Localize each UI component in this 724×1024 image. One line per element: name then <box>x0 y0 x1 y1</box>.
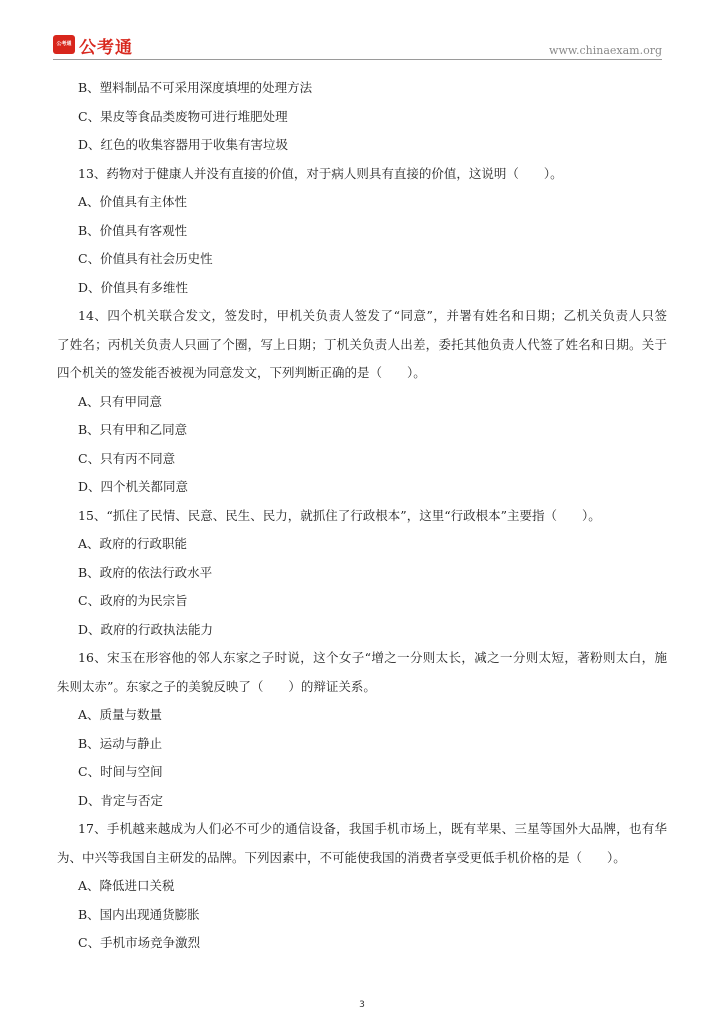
question-17-stem-line-1: 17、手机越来越成为人们必不可少的通信设备，我国手机市场上，既有苹果、三星等国外大品牌，也有华 <box>78 821 667 836</box>
question-16-stem-line-1: 16、宋玉在形容他的邻人东家之子时说，这个女子“增之一分则太长，减之一分则太短，著粉则太白，施 <box>78 650 667 665</box>
question-13-option-b: B、价值具有客观性 <box>78 222 188 238</box>
header-divider <box>53 59 662 60</box>
question-15-option-a: A、政府的行政职能 <box>78 536 188 551</box>
question-16-option-c: C、时间与空间 <box>78 764 163 779</box>
question-14-option-d: D、四个机关都同意 <box>78 479 189 494</box>
question-14-stem-line-3: 四个机关的签发能否被视为同意发文，下列判断正确的是（ ）。 <box>57 365 426 380</box>
logo-text: 公考通 <box>79 38 133 58</box>
question-14-stem-line-2: 了姓名；丙机关负责人只画了个圈，写上日期；丁机关负责人出差，委托其他负责人代签了姓名和日期。关于 <box>57 336 667 352</box>
question-14-stem-line-1: 14、四个机关联合发文，签发时，甲机关负责人签发了“同意”，并署有姓名和日期；乙机关负责人只签 <box>78 308 667 323</box>
question-13-option-a: A、价值具有主体性 <box>78 194 188 209</box>
question-16-stem-line-2: 朱则太赤”。东家之子的美貌反映了（ ）的辩证关系。 <box>57 678 376 694</box>
question-16-option-d: D、肯定与否定 <box>78 792 164 808</box>
question-14-option-c: C、只有丙不同意 <box>78 450 176 466</box>
question-17-option-a: A、降低进口关税 <box>78 878 175 893</box>
question-13-option-c: C、价值具有社会历史性 <box>78 251 213 266</box>
page-header <box>0 0 724 62</box>
question-16-option-b: B、运动与静止 <box>78 735 163 751</box>
question-14-option-b: B、只有甲和乙同意 <box>78 422 188 437</box>
question-13-option-d: D、价值具有多维性 <box>78 279 189 295</box>
option-line: B、塑料制品不可采用深度填埋的处理方法 <box>78 80 313 95</box>
site-url: www.chinaexam.org <box>549 44 662 57</box>
question-15-stem: 15、“抓住了民情、民意、民生、民力，就抓住了行政根本”，这里“行政根本”主要指（ ）。 <box>78 507 601 523</box>
option-line: C、果皮等食品类废物可进行堆肥处理 <box>78 108 288 124</box>
document-body <box>57 74 667 958</box>
question-13-stem: 13、药物对于健康人并没有直接的价值，对于病人则具有直接的价值，这说明（ ）。 <box>78 165 563 181</box>
question-15-option-b: B、政府的依法行政水平 <box>78 564 213 580</box>
logo-badge: 公考通 <box>53 35 75 54</box>
question-17-option-b: B、国内出现通货膨胀 <box>78 906 200 922</box>
question-14-option-a: A、只有甲同意 <box>78 393 163 409</box>
question-15-option-c: C、政府的为民宗旨 <box>78 593 188 608</box>
page-number: 3 <box>359 1000 365 1010</box>
question-17-stem-line-2: 为、中兴等我国自主研发的品牌。下列因素中，不可能使我国的消费者享受更低手机价格的是（ ）。 <box>57 849 626 865</box>
option-line: D、红色的收集容器用于收集有害垃圾 <box>78 137 289 152</box>
question-17-option-c: C、手机市场竞争激烈 <box>78 935 201 950</box>
question-16-option-a: A、质量与数量 <box>78 707 163 722</box>
question-15-option-d: D、政府的行政执法能力 <box>78 621 214 637</box>
